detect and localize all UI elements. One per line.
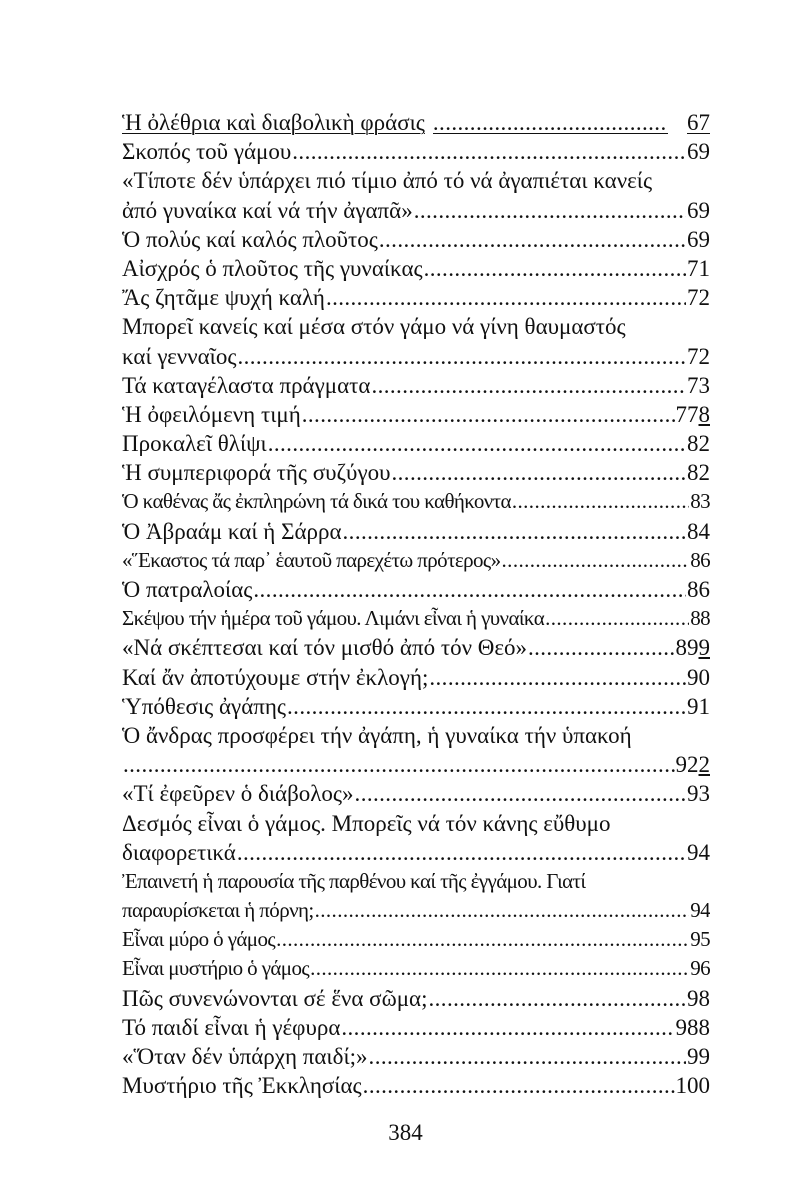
toc-entry-title: «Ὅταν δέν ὑπάρχη παιδί;»: [122, 1044, 368, 1069]
dot-leader: [429, 984, 687, 1013]
toc-entry-title: Τά καταγέλαστα πράγματα: [122, 372, 371, 398]
dot-leader: [268, 429, 686, 458]
toc-entry-page: 899: [675, 635, 710, 661]
toc-entry-title: Σκέψου τήν ἡμέρα τοῦ γάμου. Λιμάνι εἶναι ἡ γυναίκα: [122, 606, 545, 631]
toc-entry-title: «Τί ἐφεῦρεν ὁ διάβολος»: [122, 781, 354, 807]
toc-entry: [122, 429, 710, 458]
toc-entry: [122, 954, 710, 983]
dot-leader: [363, 1071, 675, 1100]
toc-entry-title-line1: Ὁ ἄνδρας προσφέρει τήν ἀγάπη, ἡ γυναίκα τήν ὑπακοή: [122, 722, 632, 748]
toc-entry: [122, 692, 710, 721]
toc-entry-title: παραυρίσκεται ἡ πόρνη;: [122, 898, 314, 923]
toc-entry-page: 86: [687, 577, 710, 602]
toc-entry-title: «Ἕκαστος τά παρ᾽ ἑαυτοῦ παρεχέτω πρότερος»: [122, 547, 501, 572]
dot-leader: [429, 663, 686, 692]
toc-entry: [122, 750, 710, 779]
toc-entry: [122, 925, 710, 954]
toc-entry-page: 73: [687, 372, 710, 398]
toc-entry-title: Μυστήριο τῆς Ἐκκλησίας: [122, 1073, 362, 1099]
dot-leader: [253, 575, 686, 604]
toc-entry-page: 100: [675, 1073, 710, 1099]
dot-leader: [287, 692, 686, 721]
toc-entry: [122, 633, 710, 662]
toc-entry: [122, 984, 710, 1013]
toc-entry-title-line1: Ἐπαινετή ἡ παρουσία τῆς παρθένου καί τῆς ἐγγάμου. Γιατί: [122, 868, 586, 893]
toc-entry-title: Εἶναι μυστήριο ὁ γάμος: [122, 956, 310, 981]
toc-entry: [122, 1013, 710, 1042]
toc-entry: [122, 487, 710, 516]
toc-entry: [122, 517, 710, 546]
table-of-contents: [122, 108, 710, 1100]
dot-leader: [369, 1042, 686, 1071]
toc-entry-title: Εἶναι μύρο ὁ γάμος: [122, 927, 276, 952]
toc-entry-page: 67: [687, 110, 710, 135]
dot-leader: [276, 925, 689, 954]
toc-entry-title-line1: «Τίποτε δέν ὑπάρχει πιό τίμιο ἀπό τό νά ἀγαπιέται κανείς: [122, 168, 653, 194]
dot-leader: [414, 196, 686, 225]
dot-leader: [528, 633, 675, 662]
toc-entry-page: 69: [687, 139, 710, 165]
toc-entry: [122, 838, 710, 867]
toc-entry-page: 94: [690, 898, 710, 923]
toc-entry-page: 83: [690, 489, 710, 514]
toc-entry: [122, 283, 710, 312]
toc-entry-page: 93: [687, 781, 710, 807]
toc-entry-title: Αἰσχρός ὁ πλοῦτος τῆς γυναίκας: [122, 255, 423, 281]
toc-entry-page: 72: [687, 343, 710, 369]
dot-leader: [237, 342, 686, 371]
dot-leader: [371, 371, 686, 400]
toc-entry-title: Τό παιδί εἶναι ἡ γέφυρα: [122, 1014, 341, 1040]
toc-entry-title: «Νά σκέπτεσαι καί τόν μισθό ἀπό τόν Θεό»: [122, 635, 527, 661]
dot-leader: [302, 400, 675, 429]
dot-leader: [502, 546, 690, 575]
dot-leader: [379, 225, 686, 254]
toc-entry: [122, 604, 710, 633]
toc-entry: [122, 575, 710, 604]
toc-entry-title: Ὁ καθένας ἄς ἐκπληρώνη τά δικά του καθήκοντα: [122, 489, 511, 514]
toc-entry-title: Ἡ συμπεριφορά τῆς συζύγου: [122, 460, 391, 486]
toc-entry-title: Ὁ πατραλοίας: [122, 577, 253, 602]
dot-leader: [123, 750, 675, 779]
dot-leader: [355, 779, 686, 808]
toc-entry-page: 84: [687, 518, 710, 544]
toc-entry: [122, 546, 710, 575]
toc-entry-page: 91: [687, 693, 710, 719]
toc-entry: [122, 254, 710, 283]
toc-entry: [122, 663, 710, 692]
toc-entry-title-line1: Μπορεῖ κανείς καί μέσα στόν γάμο νά γίνη θαυμαστός: [122, 314, 626, 340]
dot-leader: [343, 517, 686, 546]
toc-entry-title: Καί ἄν ἀποτύχουμε στήν ἐκλογή;: [122, 664, 429, 690]
toc-entry: [122, 896, 710, 925]
toc-entry: [122, 342, 710, 371]
toc-entry-title: ἀπό γυναίκα καί νά τήν ἀγαπᾶ»: [122, 197, 413, 223]
toc-entry-title-line1: Δεσμός εἶναι ὁ γάμος. Μπορεῖς νά τόν κάνης εὔθυμο: [122, 810, 611, 836]
dot-leader: [310, 954, 689, 983]
toc-entry: [122, 196, 710, 225]
toc-entry-page: 94: [687, 839, 710, 865]
dot-leader: [392, 458, 687, 487]
toc-entry-page: 90: [687, 664, 710, 690]
toc-entry: [122, 225, 710, 254]
toc-entry: [122, 108, 710, 137]
toc-entry-page: 86: [690, 547, 710, 572]
toc-entry-title: Πῶς συνενώνονται σέ ἕνα σῶμα;: [122, 985, 428, 1011]
toc-entry: [122, 1071, 710, 1100]
page-number: 384: [388, 1120, 423, 1145]
toc-entry-page: 96: [690, 956, 710, 981]
dot-leader: [315, 896, 690, 925]
toc-entry-title: καί γενναῖος: [122, 343, 237, 369]
toc-entry-page: 98: [687, 985, 710, 1011]
toc-entry: [122, 137, 710, 166]
toc-entry-title: Ὁ πολύς καί καλός πλοῦτος: [122, 226, 378, 252]
toc-entry: [122, 1042, 710, 1071]
dot-leader: [433, 108, 668, 137]
toc-entry-title: Προκαλεῖ θλίψι: [122, 431, 267, 457]
toc-entry-page: 82: [687, 431, 710, 457]
toc-entry-title: Ὑπόθεσις ἀγάπης: [122, 693, 287, 719]
toc-entry-page: 988: [675, 1014, 710, 1040]
dot-leader: [326, 283, 686, 312]
toc-entry: [122, 779, 710, 808]
dot-leader: [237, 838, 686, 867]
toc-entry-title: Ἡ ὀφειλόμενη τιμή: [122, 401, 301, 427]
toc-entry-page: 88: [690, 606, 710, 631]
toc-entry: [122, 400, 710, 429]
toc-entry-title: Σκοπός τοῦ γάμου: [122, 139, 292, 165]
toc-entry-page: 69: [687, 197, 710, 223]
toc-entry-page: 778: [675, 401, 710, 427]
dot-leader: [424, 254, 686, 283]
toc-entry-title: Ὁ Ἀβραάμ καί ἡ Σάρρα: [122, 518, 342, 544]
toc-entry-title: Ἡ ὀλέθρια καὶ διαβολικὴ φράσις: [122, 110, 425, 135]
toc-entry-page: 72: [687, 285, 710, 311]
toc-entry-title: διαφορετικά: [122, 839, 236, 865]
toc-entry-title: Ἄς ζητᾶμε ψυχή καλή: [122, 285, 325, 311]
toc-entry-page: 82: [687, 460, 710, 486]
dot-leader: [512, 487, 689, 516]
toc-entry-page: 95: [690, 927, 710, 952]
toc-entry: [122, 371, 710, 400]
dot-leader: [545, 604, 689, 633]
toc-entry-page: 922: [675, 752, 710, 778]
toc-entry-page: 99: [687, 1044, 710, 1069]
toc-entry-page: 69: [687, 226, 710, 252]
toc-entry: [122, 458, 710, 487]
dot-leader: [292, 137, 686, 166]
toc-entry-page: 71: [687, 255, 710, 281]
dot-leader: [341, 1013, 674, 1042]
